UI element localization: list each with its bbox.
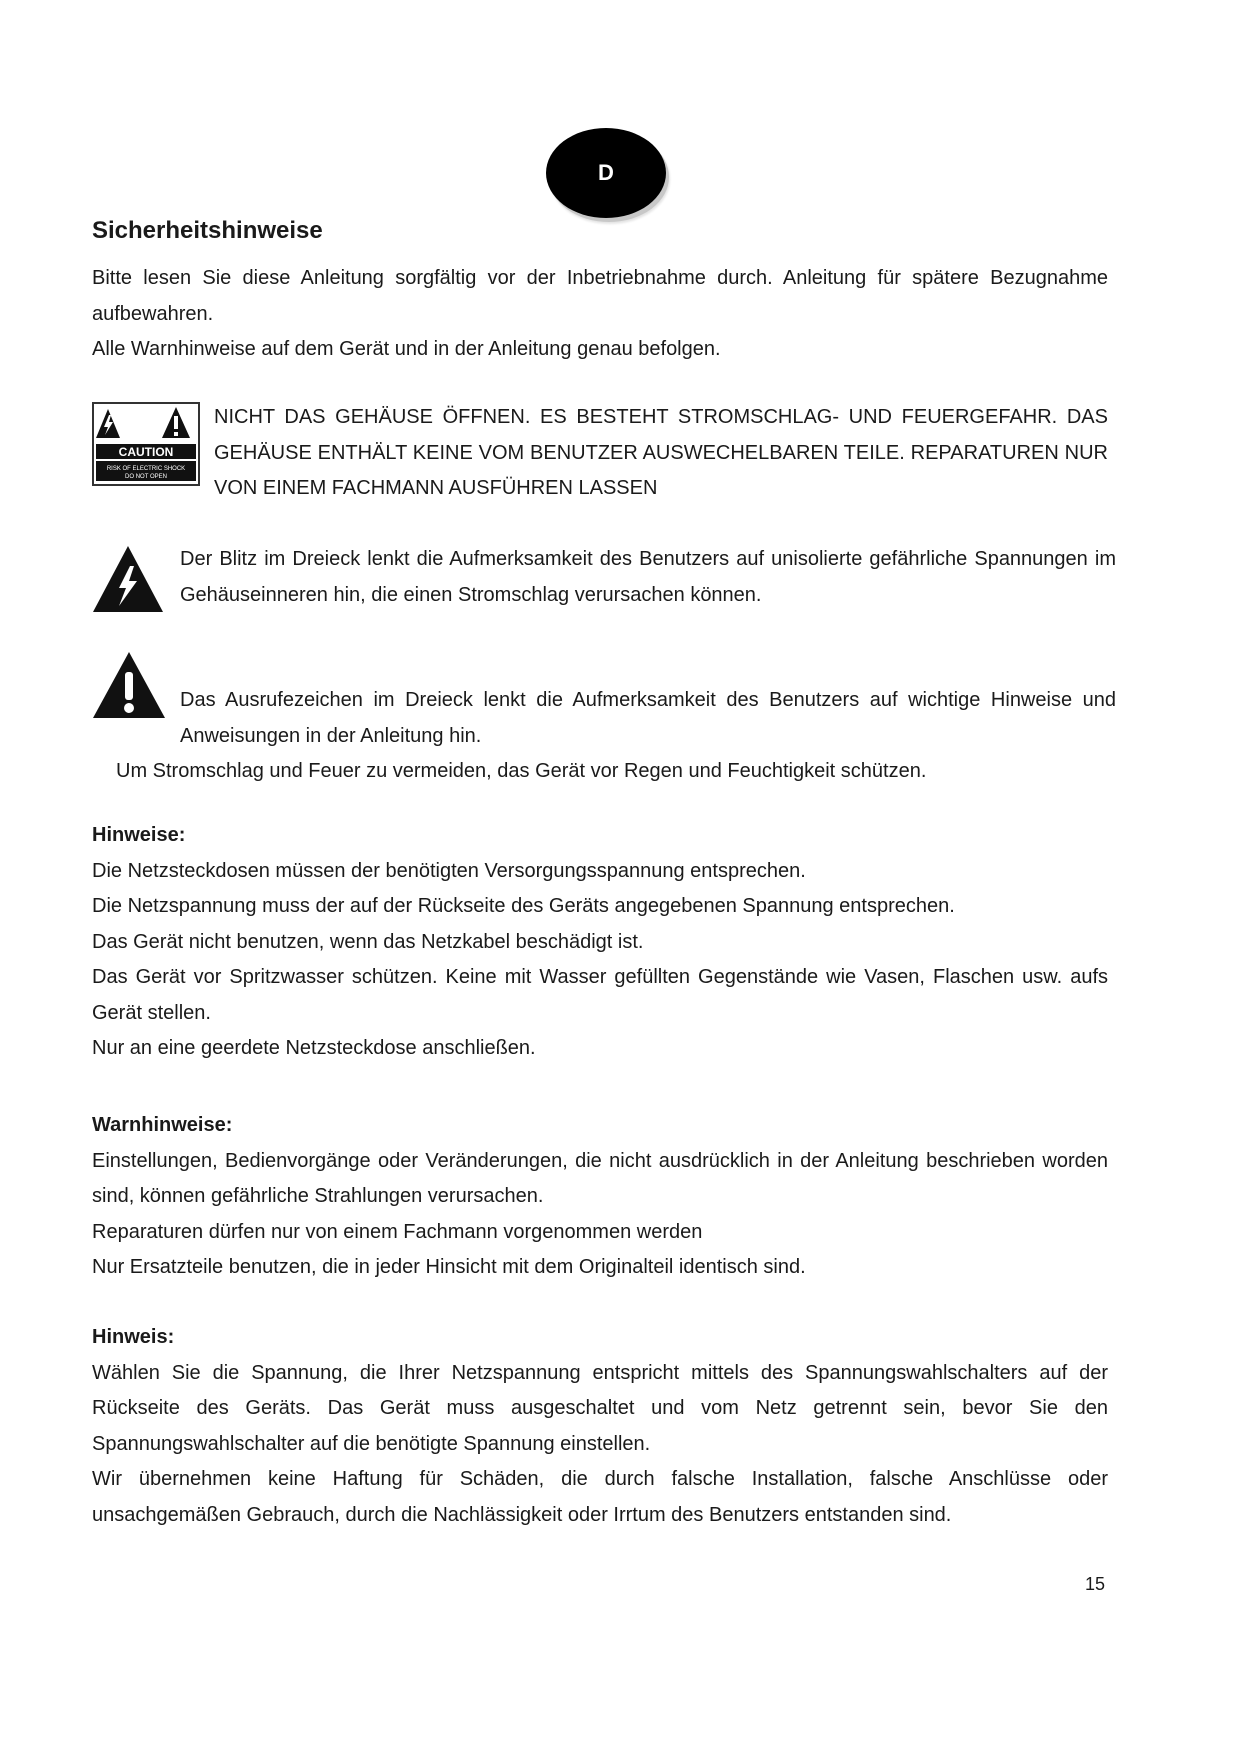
caution-label-text: CAUTION [118,445,174,459]
warnhinweise-section [92,1108,1108,1286]
caution-sub-text-1: RISK OF ELECTRIC SHOCK [106,466,186,472]
hinweis-line: Wählen Sie die Spannung, die Ihrer Netzspannung entspricht mittels des Spannungswahlschalters auf der Rückseite des Geräts. Das Gerät muss ausgeschaltet und vom Netz getrennt sein, bevor Sie den Spannungswahlschalter auf die benötigte Spannung einstellen. [92,1361,1108,1455]
lightning-section [180,542,1116,613]
hinweise-line: Das Gerät vor Spritzwasser schützen. Keine mit Wasser gefüllten Gegenstände wie Vasen, Flaschen usw. aufs Gerät stellen. [92,966,1108,1024]
hinweise-line: Nur an eine geerdete Netzsteckdose anschließen. [92,1037,536,1059]
intro-paragraph: Alle Warnhinweise auf dem Gerät und in der Anleitung genau befolgen. [92,338,721,360]
hinweise-line: Die Netzsteckdosen müssen der benötigten Versorgungsspannung entsprechen. [92,859,806,882]
lightning-warning-icon [92,544,164,614]
lightning-paragraph: Der Blitz im Dreieck lenkt die Aufmerksamkeit des Benutzers auf unisolierte gefährliche Spannungen im Gehäuseinneren hin, die einen Stromschlag verursachen können. [180,548,1116,606]
caution-label-image [92,402,200,486]
hinweis-heading: Hinweis: [92,1326,175,1348]
page-title: Sicherheitshinweise [92,217,323,244]
caution-section [214,400,1108,507]
intro-paragraph: Bitte lesen Sie diese Anleitung sorgfältig vor der Inbetriebnahme durch. Anleitung für spätere Bezugnahme aufbewahren. [92,267,1108,325]
rain-section [116,754,1116,790]
hinweise-heading: Hinweise: [92,824,186,846]
caution-sub-text-2: DO NOT OPEN [125,474,167,480]
caution-paragraph: NICHT DAS GEHÄUSE ÖFFNEN. ES BESTEHT STROMSCHLAG- UND FEUERGEFAHR. DAS GEHÄUSE ENTHÄLT KEINE VOM BENUTZER AUSWECHELBAREN TEILE. REPARATUREN NUR VON EINEM FACHMANN AUSFÜHREN LASSEN [214,406,1108,499]
hinweis-section [92,1320,1108,1533]
language-badge [546,128,666,218]
warnhinweise-line: Einstellungen, Bedienvorgänge oder Veränderungen, die nicht ausdrücklich in der Anleitung beschrieben worden sind, können gefährliche Strahlungen verursachen. [92,1149,1108,1207]
hinweise-section [92,818,1108,1067]
exclamation-warning-icon [92,650,166,720]
warnhinweise-line: Nur Ersatzteile benutzen, die in jeder Hinsicht mit dem Originalteil identisch sind. [92,1256,806,1278]
language-letter: D [598,160,614,185]
caution-warning-icons [94,404,198,484]
exclamation-section [180,683,1116,754]
rain-paragraph: Um Stromschlag und Feuer zu vermeiden, das Gerät vor Regen und Feuchtigkeit schützen. [116,760,927,782]
page-number: 15 [1085,1574,1106,1594]
intro-section [92,261,1108,368]
warnhinweise-line: Reparaturen dürfen nur von einem Fachmann vorgenommen werden [92,1220,703,1243]
hinweis-line: Wir übernehmen keine Haftung für Schäden, die durch falsche Installation, falsche Anschlüsse oder unsachgemäßen Gebrauch, durch die Nachlässigkeit oder Irrtum des Benutzers entstanden sind. [92,1468,1108,1526]
hinweise-line: Das Gerät nicht benutzen, wenn das Netzkabel beschädigt ist. [92,930,644,953]
warnhinweise-heading: Warnhinweise: [92,1114,233,1136]
exclamation-paragraph: Das Ausrufezeichen im Dreieck lenkt die Aufmerksamkeit des Benutzers auf wichtige Hinweise und Anweisungen in der Anleitung hin. [180,689,1116,747]
hinweise-line: Die Netzspannung muss der auf der Rückseite des Geräts angegebenen Spannung entsprechen. [92,895,955,917]
